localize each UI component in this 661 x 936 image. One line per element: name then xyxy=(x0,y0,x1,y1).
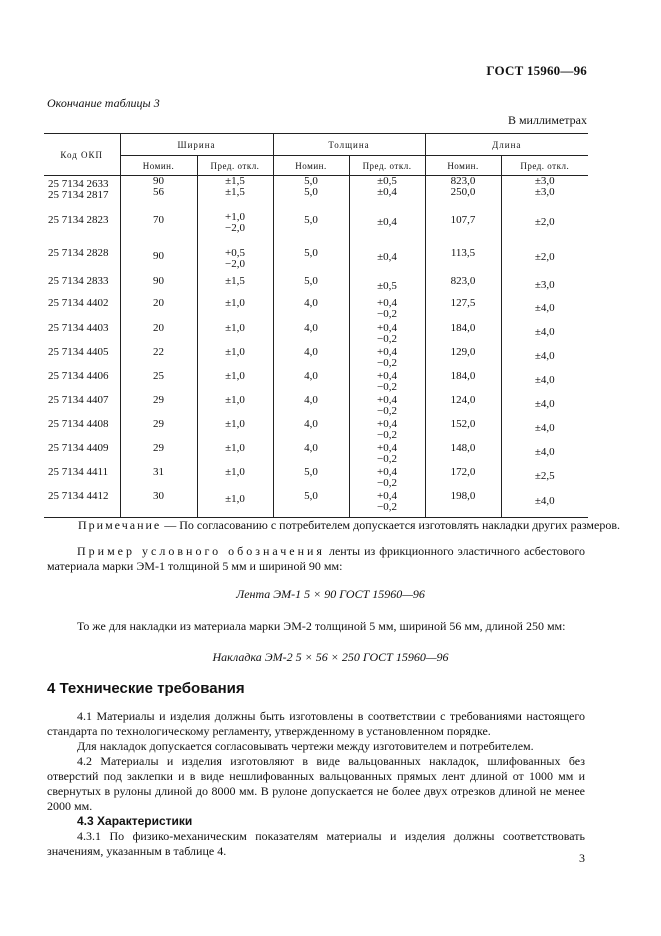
subheading-4-3: 4.3 Характеристики xyxy=(77,814,193,828)
thickness-nominal: 4,0 xyxy=(304,297,318,309)
width-nominal-cell xyxy=(120,248,197,273)
okp-code: 25 7134 4403 xyxy=(48,322,109,334)
length-tolerance-cell xyxy=(501,443,588,467)
paragraph-4-1-b: Для накладок допускается согласовывать чертежи между изготовителем и потребителем. xyxy=(77,739,534,753)
length-nominal: 198,0 xyxy=(450,490,476,502)
okp-code-cell xyxy=(44,212,120,248)
thickness-nominal: 5,0 xyxy=(304,247,318,259)
width-tolerance: ±1,0 xyxy=(225,466,245,478)
dimensions-table xyxy=(44,133,588,518)
length-tolerance: ±4,0 xyxy=(534,302,555,314)
table-row xyxy=(44,323,588,347)
okp-code-cell xyxy=(44,248,120,273)
length-tolerance: ±4,0 xyxy=(534,495,555,507)
width-tolerance-cell xyxy=(197,491,273,518)
thickness-tolerance-cell xyxy=(349,467,425,491)
width-nominal: 22 xyxy=(153,346,164,358)
length-nominal: 152,0 xyxy=(450,418,476,430)
designation-example-1: Лента ЭМ-1 5 × 90 ГОСТ 15960—96 xyxy=(236,587,425,601)
table-row xyxy=(44,443,588,467)
width-nominal-cell xyxy=(120,212,197,248)
table-row xyxy=(44,176,588,213)
length-tolerance-cell xyxy=(501,323,588,347)
table-row xyxy=(44,395,588,419)
width-tolerance: ±1,0 xyxy=(225,346,245,358)
length-tolerance-cell xyxy=(501,395,588,419)
width-nominal: 20 xyxy=(153,297,164,309)
thickness-nominal: 4,0 xyxy=(304,322,318,334)
okp-code-cell xyxy=(44,273,120,298)
example-paragraph xyxy=(47,544,585,574)
table-row xyxy=(44,273,588,298)
width-nominal-cell xyxy=(120,419,197,443)
thickness-tolerance: +0,4 −0,2 xyxy=(377,346,397,369)
width-tolerance: ±1,0 xyxy=(225,418,245,430)
okp-code-cell xyxy=(44,347,120,371)
table-row xyxy=(44,248,588,273)
okp-code: 25 7134 2833 xyxy=(48,275,109,287)
thickness-nominal-cell xyxy=(273,273,349,298)
note-lead: Примечание xyxy=(78,518,162,532)
length-nominal-cell xyxy=(425,467,501,491)
length-nominal-cell xyxy=(425,323,501,347)
header-tolerance: Пред. откл. xyxy=(501,156,588,176)
width-tolerance-cell xyxy=(197,419,273,443)
okp-code-cell xyxy=(44,323,120,347)
width-tolerance: ±1,0 xyxy=(225,394,245,406)
width-tolerance-cell xyxy=(197,212,273,248)
length-tolerance-cell xyxy=(501,491,588,518)
thickness-tolerance: +0,4 −0,2 xyxy=(377,370,397,393)
length-tolerance-cell xyxy=(501,419,588,443)
length-nominal-cell xyxy=(425,347,501,371)
thickness-tolerance: ±0,5 ±0,4 xyxy=(377,175,397,198)
table-row xyxy=(44,491,588,518)
width-nominal-cell xyxy=(120,323,197,347)
thickness-tolerance: ±0,5 xyxy=(377,280,397,292)
thickness-tolerance-cell xyxy=(349,298,425,323)
length-tolerance-cell xyxy=(501,176,588,213)
example-text: ленты из фрикционного эластичного асбестового материала марки ЭМ-1 толщиной 5 мм и шириной 90 мм: xyxy=(47,544,585,573)
width-nominal-cell xyxy=(120,347,197,371)
thickness-nominal: 5,0 5,0 xyxy=(304,175,318,198)
length-nominal: 129,0 xyxy=(450,346,476,358)
okp-code: 25 7134 2823 xyxy=(48,214,109,226)
document-id: ГОСТ 15960—96 xyxy=(486,63,587,78)
header-thickness: Толщина xyxy=(273,134,425,156)
thickness-nominal: 4,0 xyxy=(304,394,318,406)
table-row xyxy=(44,298,588,323)
length-nominal: 127,5 xyxy=(450,297,476,309)
okp-code: 25 7134 4412 xyxy=(48,490,109,502)
section-title: 4 Технические требования xyxy=(47,680,245,697)
thickness-nominal-cell xyxy=(273,371,349,395)
example-lead: Пример условного обозначения xyxy=(77,544,325,558)
table-row xyxy=(44,467,588,491)
thickness-nominal: 4,0 xyxy=(304,346,318,358)
thickness-tolerance-cell xyxy=(349,323,425,347)
width-tolerance: ±1,0 xyxy=(225,297,245,309)
thickness-nominal: 5,0 xyxy=(304,466,318,478)
thickness-nominal-cell xyxy=(273,248,349,273)
table-row xyxy=(44,371,588,395)
thickness-tolerance-cell xyxy=(349,443,425,467)
thickness-tolerance: +0,4 −0,2 xyxy=(377,394,397,417)
length-nominal: 113,5 xyxy=(450,247,476,259)
length-tolerance: ±4,0 xyxy=(534,398,555,410)
section-body xyxy=(47,709,585,859)
width-nominal-cell xyxy=(120,176,197,213)
okp-code-cell xyxy=(44,491,120,518)
width-tolerance: +1,0 −2,0 xyxy=(225,211,245,234)
header-nominal: Номин. xyxy=(425,156,501,176)
length-nominal: 107,7 xyxy=(450,214,476,226)
width-nominal-cell xyxy=(120,443,197,467)
length-tolerance: ±4,0 xyxy=(534,374,555,386)
width-tolerance: ±1,0 xyxy=(225,442,245,454)
length-nominal: 148,0 xyxy=(450,442,476,454)
page-number: 3 xyxy=(579,851,585,865)
length-tolerance-cell xyxy=(501,273,588,298)
width-tolerance-cell xyxy=(197,347,273,371)
width-nominal: 20 xyxy=(153,322,164,334)
thickness-tolerance: +0,4 −0,2 xyxy=(377,442,397,465)
width-tolerance-cell xyxy=(197,371,273,395)
length-tolerance: ±2,0 xyxy=(534,216,555,228)
width-tolerance-cell xyxy=(197,273,273,298)
thickness-tolerance: +0,4 −0,2 xyxy=(377,322,397,345)
thickness-nominal-cell xyxy=(273,323,349,347)
thickness-tolerance-cell xyxy=(349,371,425,395)
thickness-tolerance: +0,4 −0,2 xyxy=(377,297,397,320)
width-nominal-cell xyxy=(120,467,197,491)
length-nominal-cell xyxy=(425,248,501,273)
length-nominal: 184,0 xyxy=(450,370,476,382)
okp-code: 25 7134 4405 xyxy=(48,346,109,358)
okp-code-cell xyxy=(44,419,120,443)
okp-code-cell xyxy=(44,371,120,395)
width-nominal: 25 xyxy=(153,370,164,382)
thickness-nominal-cell xyxy=(273,395,349,419)
okp-code: 25 7134 4407 xyxy=(48,394,109,406)
thickness-nominal-cell xyxy=(273,298,349,323)
thickness-tolerance-cell xyxy=(349,491,425,518)
width-tolerance: ±1,0 xyxy=(225,322,245,334)
thickness-nominal-cell xyxy=(273,347,349,371)
width-tolerance-cell xyxy=(197,323,273,347)
header-tolerance: Пред. откл. xyxy=(197,156,273,176)
paragraph-4-1: 4.1 Материалы и изделия должны быть изготовлены в соответствии с требованиями настоящего стандарта по технологическому регламенту, утвержденному в установленном порядке. xyxy=(47,709,585,738)
thickness-nominal-cell xyxy=(273,443,349,467)
length-nominal: 823,0 xyxy=(450,275,476,287)
thickness-tolerance: +0,4 −0,2 xyxy=(377,490,397,513)
width-nominal-cell xyxy=(120,395,197,419)
length-nominal-cell xyxy=(425,273,501,298)
paragraph-4-3-1: 4.3.1 По физико-механическим показателям материалы и изделия должны соответствовать значениям, указанным в таблице 4. xyxy=(47,829,585,858)
table-note xyxy=(78,518,620,533)
thickness-tolerance-cell xyxy=(349,176,425,213)
length-tolerance: ±4,0 xyxy=(534,326,555,338)
paragraph-4-2: 4.2 Материалы и изделия изготовляют в виде вальцованных накладок, шлифованных без отверстий под заклепки и в виде нешлифованных вальцованных прямых лент длиной от 1000 мм и свернутых в рулоны длиной до 8000 мм. В рулоне допускается не более двух отрезков длиной не менее 2000 мм. xyxy=(47,754,585,813)
designation-example-2: Накладка ЭМ-2 5 × 56 × 250 ГОСТ 15960—96 xyxy=(212,650,449,664)
note-text: — По согласованию с потребителем допускается изготовлять накладки других размеров. xyxy=(161,518,621,532)
thickness-tolerance-cell xyxy=(349,273,425,298)
header-code: Код ОКП xyxy=(44,134,120,176)
length-nominal-cell xyxy=(425,176,501,213)
width-tolerance-cell xyxy=(197,395,273,419)
table-caption: Окончание таблицы 3 xyxy=(47,96,160,110)
thickness-nominal: 5,0 xyxy=(304,490,318,502)
thickness-nominal-cell xyxy=(273,491,349,518)
length-tolerance-cell xyxy=(501,347,588,371)
width-tolerance-cell xyxy=(197,467,273,491)
width-tolerance: ±1,0 xyxy=(225,370,245,382)
example-paragraph-2: То же для накладки из материала марки ЭМ-2 толщиной 5 мм, шириной 56 мм, длиной 250 мм: xyxy=(77,619,566,633)
length-nominal: 184,0 xyxy=(450,322,476,334)
thickness-tolerance-cell xyxy=(349,212,425,248)
table-body xyxy=(44,176,588,518)
thickness-tolerance-cell xyxy=(349,347,425,371)
width-nominal: 29 xyxy=(153,442,164,454)
table-row xyxy=(44,212,588,248)
okp-code-cell xyxy=(44,176,120,213)
length-nominal-cell xyxy=(425,298,501,323)
length-nominal: 172,0 xyxy=(450,466,476,478)
length-nominal: 124,0 xyxy=(450,394,476,406)
okp-code: 25 7134 4408 xyxy=(48,418,109,430)
okp-code-cell xyxy=(44,395,120,419)
length-nominal-cell xyxy=(425,443,501,467)
length-nominal-cell xyxy=(425,395,501,419)
length-tolerance: ±4,0 xyxy=(534,422,555,434)
okp-code-cell xyxy=(44,467,120,491)
header-nominal: Номин. xyxy=(273,156,349,176)
width-nominal: 90 56 xyxy=(153,175,164,198)
header-length: Длина xyxy=(425,134,588,156)
table-row xyxy=(44,419,588,443)
length-nominal-cell xyxy=(425,491,501,518)
thickness-nominal: 4,0 xyxy=(304,370,318,382)
width-nominal: 30 xyxy=(153,490,164,502)
width-tolerance: +0,5 −2,0 xyxy=(225,247,245,270)
okp-code: 25 7134 2828 xyxy=(48,247,109,259)
thickness-nominal-cell xyxy=(273,212,349,248)
width-tolerance: ±1,0 xyxy=(225,493,245,505)
width-tolerance: ±1,5 ±1,5 xyxy=(225,175,245,198)
length-tolerance: ±3,0 ±3,0 xyxy=(534,175,555,198)
length-tolerance-cell xyxy=(501,298,588,323)
okp-code: 25 7134 4406 xyxy=(48,370,109,382)
length-tolerance-cell xyxy=(501,248,588,273)
thickness-tolerance: +0,4 −0,2 xyxy=(377,466,397,489)
thickness-nominal: 4,0 xyxy=(304,418,318,430)
okp-code: 25 7134 4409 xyxy=(48,442,109,454)
width-nominal: 70 xyxy=(153,214,164,226)
width-nominal-cell xyxy=(120,298,197,323)
thickness-tolerance: ±0,4 xyxy=(377,216,397,228)
table-row xyxy=(44,347,588,371)
width-nominal: 29 xyxy=(153,418,164,430)
header-nominal: Номин. xyxy=(120,156,197,176)
length-tolerance: ±2,5 xyxy=(534,470,555,482)
okp-code: 25 7134 4411 xyxy=(48,466,109,478)
length-tolerance-cell xyxy=(501,467,588,491)
thickness-nominal-cell xyxy=(273,176,349,213)
length-nominal: 823,0 250,0 xyxy=(450,175,476,198)
width-nominal: 90 xyxy=(153,250,164,262)
thickness-tolerance-cell xyxy=(349,419,425,443)
thickness-nominal: 5,0 xyxy=(304,214,318,226)
length-tolerance-cell xyxy=(501,212,588,248)
width-tolerance-cell xyxy=(197,443,273,467)
length-nominal-cell xyxy=(425,371,501,395)
length-tolerance: ±4,0 xyxy=(534,446,555,458)
okp-code: 25 7134 2633 25 7134 2817 xyxy=(48,178,109,201)
header-width: Ширина xyxy=(120,134,273,156)
okp-code: 25 7134 4402 xyxy=(48,297,109,309)
width-nominal: 29 xyxy=(153,394,164,406)
thickness-nominal-cell xyxy=(273,467,349,491)
width-tolerance: ±1,5 xyxy=(225,275,245,287)
width-nominal-cell xyxy=(120,491,197,518)
width-nominal-cell xyxy=(120,273,197,298)
thickness-tolerance: ±0,4 xyxy=(377,251,397,263)
table-units: В миллиметрах xyxy=(507,113,587,127)
thickness-tolerance-cell xyxy=(349,248,425,273)
thickness-tolerance: +0,4 −0,2 xyxy=(377,418,397,441)
thickness-nominal: 4,0 xyxy=(304,442,318,454)
length-nominal-cell xyxy=(425,212,501,248)
okp-code-cell xyxy=(44,443,120,467)
width-nominal-cell xyxy=(120,371,197,395)
length-tolerance: ±2,0 xyxy=(534,251,555,263)
length-tolerance: ±4,0 xyxy=(534,350,555,362)
thickness-tolerance-cell xyxy=(349,395,425,419)
thickness-nominal-cell xyxy=(273,419,349,443)
width-nominal: 90 xyxy=(153,275,164,287)
width-tolerance-cell xyxy=(197,298,273,323)
width-tolerance-cell xyxy=(197,248,273,273)
length-tolerance: ±3,0 xyxy=(534,279,555,291)
header-tolerance: Пред. откл. xyxy=(349,156,425,176)
thickness-nominal: 5,0 xyxy=(304,275,318,287)
length-tolerance-cell xyxy=(501,371,588,395)
okp-code-cell xyxy=(44,298,120,323)
length-nominal-cell xyxy=(425,419,501,443)
width-nominal: 31 xyxy=(153,466,164,478)
width-tolerance-cell xyxy=(197,176,273,213)
